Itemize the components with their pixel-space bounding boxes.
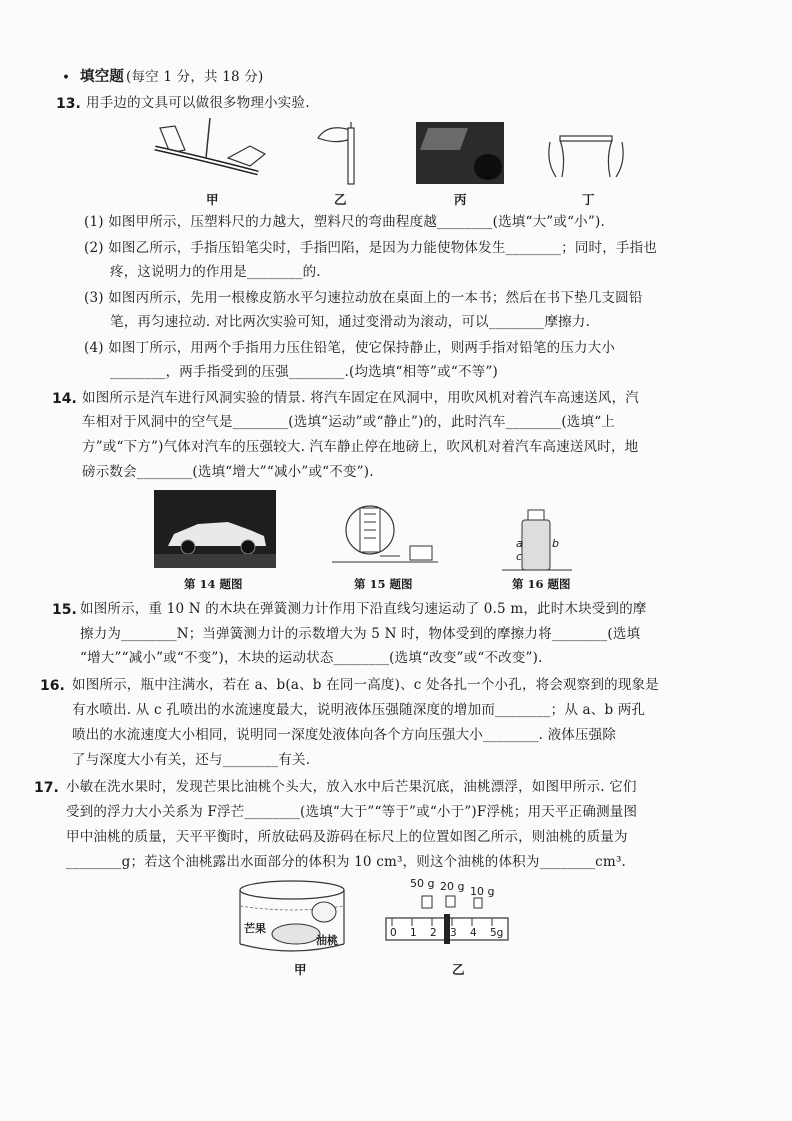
fruit-label-nectarine: 油桃: [316, 934, 338, 947]
section-note: (每空 1 分，共 18 分): [126, 69, 264, 85]
hole-label: b: [552, 537, 559, 550]
hole-label: c: [516, 550, 523, 563]
question-part: (1) 如图甲所示，压塑料尺的力越大，塑料尺的弯曲程度越________(选填“大”或“小”).: [84, 214, 605, 230]
question-line: 喷出的水流速度大小相同，说明同一深度处液体向各个方向压强大小________. 液体压强除: [72, 727, 617, 743]
fruit-label-mango: 芒果: [244, 922, 266, 935]
figure-car-wind-tunnel: [154, 490, 276, 568]
question-line: 甲中油桃的质量，天平平衡时，所放砝码及游码在标尺上的位置如图乙所示，则油桃的质量为: [66, 829, 628, 845]
figure-label: 乙: [452, 962, 465, 977]
figure-pencil-finger: [308, 118, 378, 188]
question-part: (2) 如图乙所示，手指压铅笔尖时，手指凹陷，是因为力能使物体发生________；同时，手指也: [84, 240, 658, 256]
question-line: 如图所示，重 10 N 的木块在弹簧测力计作用下沿直线匀速运动了 0.5 m，此时木块受到的摩: [80, 601, 647, 617]
figure-water-bottle: [500, 508, 574, 574]
question-part-cont: 笔，再匀速拉动. 对比两次实验可知，通过变滑动为滚动，可以________摩擦力.: [110, 314, 591, 330]
section-title: 填空题: [80, 68, 125, 85]
figure-spring-scale: [330, 500, 440, 572]
scale-tick: 2: [430, 927, 437, 939]
figure-label: 乙: [334, 192, 347, 207]
question-line: 小敏在洗水果时，发现芒果比油桃个头大，放入水中后芒果沉底，油桃漂浮，如图甲所示. 它们: [66, 779, 637, 795]
figure-two-fingers-pencil: [546, 122, 626, 182]
question-number: 17.: [34, 780, 59, 796]
question-stem: 用手边的文具可以做很多物理小实验.: [86, 95, 310, 111]
question-line: 磅示数会________(选填“增大”“减小”或“不变”).: [82, 464, 374, 480]
weight-label: 10 g: [470, 885, 495, 898]
question-line: 有水喷出. 从 c 孔喷出的水流速度最大，说明液体压强随深度的增加而________；从 a、b 两孔: [72, 702, 646, 718]
scale-tick: 4: [470, 927, 477, 939]
question-part-cont: 疼，这说明力的作用是________的.: [110, 264, 321, 280]
question-part: (3) 如图丙所示，先用一根橡皮筋水平匀速拉动放在桌面上的一本书；然后在书下垫几支圆铅: [84, 290, 643, 306]
question-line: 方”或“下方”)气体对汽车的压强较大. 汽车静止停在地磅上，吹风机对着汽车高速送风时，地: [82, 439, 639, 455]
figure-label: 丙: [454, 192, 467, 207]
question-line: 如图所示，瓶中注满水，若在 a、b(a、b 在同一高度)、c 处各扎一个小孔，将会观察到的现象是: [72, 677, 659, 693]
question-line: 了与深度大小有关，还与________有关.: [72, 752, 311, 768]
figure-caption: 第 15 题图: [354, 577, 413, 591]
question-line: ________g；若这个油桃露出水面部分的体积为 10 cm³，则这个油桃的体积为________cm³.: [66, 854, 627, 870]
figure-book-photo: [416, 122, 504, 184]
figure-label: 甲: [294, 962, 307, 977]
figure-caption: 第 16 题图: [512, 577, 571, 591]
scale-tick: 0: [390, 927, 397, 939]
question-line: “增大”“减小”或“不变”)，木块的运动状态________(选填“改变”或“不改变”).: [80, 650, 543, 666]
weight-label: 20 g: [440, 880, 465, 893]
scale-tick: 1: [410, 927, 417, 939]
figure-ruler-bending: [140, 118, 270, 183]
question-line: 擦力为________N；当弹簧测力计的示数增大为 5 N 时，物体受到的摩擦力将________(选填: [80, 626, 641, 642]
question-line: 受到的浮力大小关系为 F浮芒________(选填“大于”“等于”或“小于”)F浮桃；用天平正确测量图: [66, 804, 638, 820]
figure-caption: 第 14 题图: [184, 577, 243, 591]
question-number: 13.: [56, 96, 81, 112]
section-bullet: •: [62, 70, 71, 86]
scale-tick: 5g: [490, 927, 504, 939]
question-part: (4) 如图丁所示，用两个手指用力压住铅笔，使它保持静止，则两手指对铅笔的压力大小: [84, 340, 616, 356]
question-part-cont: ________，两手指受到的压强________.(均选填“相等”或“不等”): [110, 364, 498, 380]
question-number: 15.: [52, 602, 77, 618]
question-number: 16.: [40, 678, 65, 694]
question-number: 14.: [52, 391, 77, 407]
figure-label: 甲: [206, 192, 219, 207]
scale-tick: 3: [450, 927, 457, 939]
question-line: 如图所示是汽车进行风洞实验的情景. 将汽车固定在风洞中，用吹风机对着汽车高速送风，汽: [82, 390, 639, 406]
figure-label: 丁: [582, 192, 595, 207]
hole-label: a: [516, 537, 523, 550]
weight-label: 50 g: [410, 877, 435, 890]
question-line: 车相对于风洞中的空气是________(选填“运动”或“静止”)的，此时汽车________(选填“上: [82, 414, 616, 430]
